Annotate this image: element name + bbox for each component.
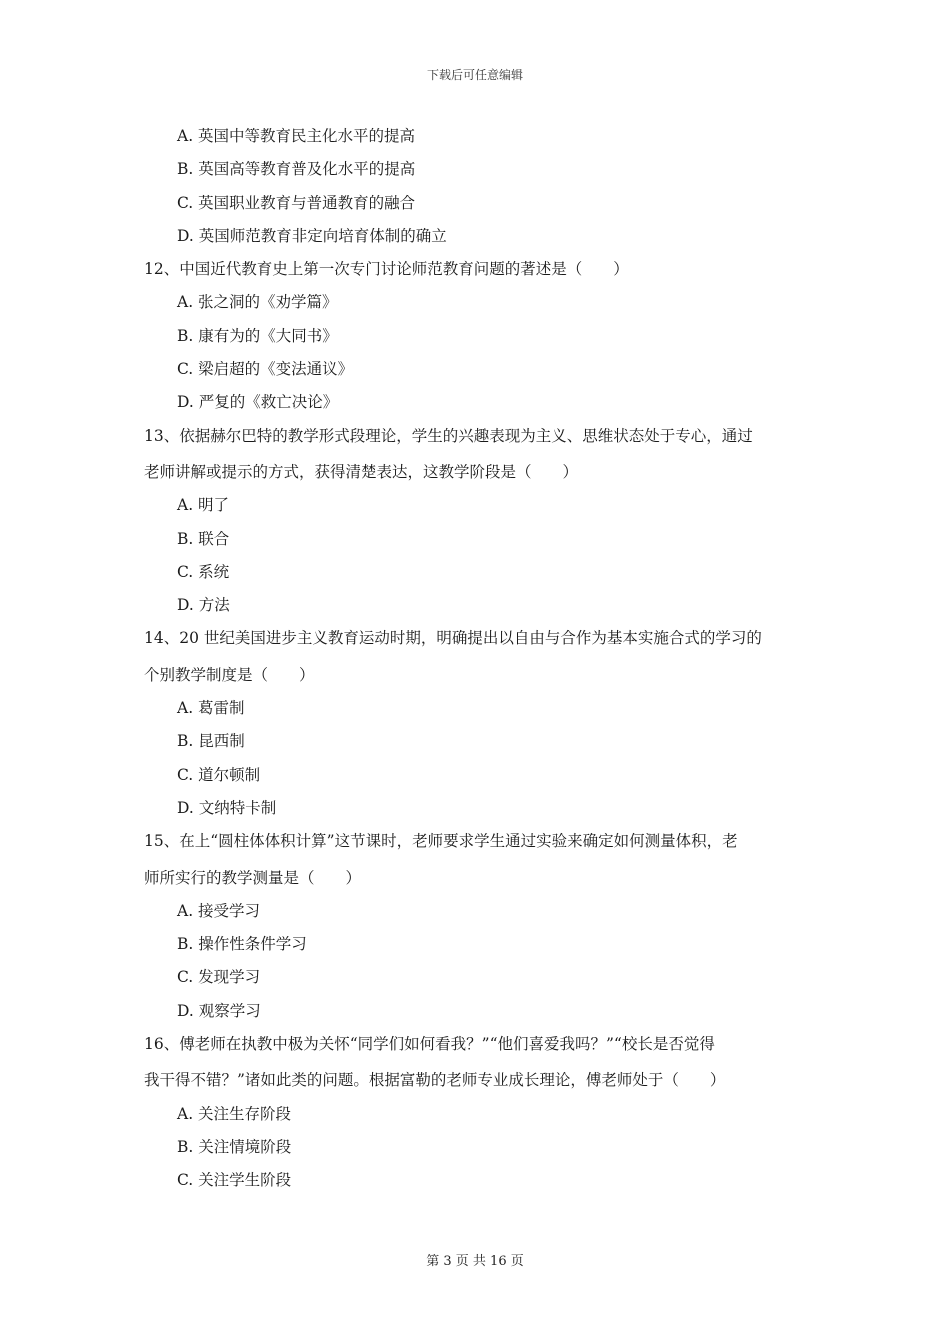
- question-16: [144, 1028, 810, 1197]
- option-a: A. 英国中等教育民主化水平的提高: [177, 127, 416, 145]
- question-text: 16、傅老师在执教中极为关怀“同学们如何看我？”“他们喜爱我吗？”“校长是否觉得: [144, 1035, 715, 1054]
- page-footer: 第 3 页 共 16 页: [426, 1254, 524, 1269]
- question-text-continued: 师所实行的教学测量是（ ）: [144, 868, 362, 887]
- question-text-continued: 老师讲解或提示的方式，获得清楚表达，这教学阶段是（ ）: [144, 462, 579, 481]
- question-11-options: [144, 120, 810, 253]
- option-c: C. 关注学生阶段: [177, 1171, 292, 1190]
- option-c: C. 英国职业教育与普通教育的融合: [177, 193, 416, 212]
- option-b: B. 英国高等教育普及化水平的提高: [177, 160, 416, 179]
- option-a: A. 接受学习: [177, 901, 261, 920]
- option-a: A. 张之洞的《劝学篇》: [177, 293, 338, 312]
- question-12: [144, 253, 810, 419]
- option-b: B. 关注情境阶段: [177, 1137, 292, 1156]
- question-text-continued: 个别教学制度是（ ）: [144, 665, 315, 684]
- option-a: A. 葛雷制: [177, 699, 245, 718]
- question-text: 13、依据赫尔巴特的教学形式段理论，学生的兴趣表现为主义、思维状态处于专心，通过: [144, 426, 753, 445]
- option-d: D. 观察学习: [177, 1001, 261, 1020]
- page-content: [144, 120, 810, 1198]
- option-d: D. 文纳特卡制: [177, 798, 277, 817]
- question-13: [144, 420, 810, 623]
- option-c: C. 发现学习: [177, 968, 261, 987]
- option-c: C. 梁启超的《变法通议》: [177, 360, 354, 379]
- option-b: B. 康有为的《大同书》: [177, 326, 338, 345]
- option-c: C. 系统: [177, 562, 230, 581]
- question-text: 14、20 世纪美国进步主义教育运动时期，明确提出以自由与合作为基本实施合式的学习的: [144, 629, 762, 648]
- option-c: C. 道尔顿制: [177, 765, 261, 784]
- question-15: [144, 825, 810, 1028]
- question-14: [144, 622, 810, 825]
- page-header: 下载后可任意编辑: [426, 68, 523, 82]
- option-d: D. 方法: [177, 596, 230, 615]
- option-b: B. 昆西制: [177, 732, 245, 751]
- option-b: B. 联合: [177, 529, 230, 548]
- option-b: B. 操作性条件学习: [177, 935, 307, 954]
- option-d: D. 英国师范教育非定向培育体制的确立: [177, 226, 447, 245]
- question-text: 15、在上“圆柱体体积计算”这节课时，老师要求学生通过实验来确定如何测量体积，老: [144, 832, 738, 851]
- option-d: D. 严复的《救亡决论》: [177, 393, 339, 412]
- option-a: A. 关注生存阶段: [177, 1104, 292, 1123]
- question-text-continued: 我干得不错？”诸如此类的问题。根据富勒的老师专业成长理论，傅老师处于（ ）: [144, 1071, 726, 1090]
- question-text: 12、中国近代教育史上第一次专门讨论师范教育问题的著述是（ ）: [144, 260, 629, 279]
- option-a: A. 明了: [177, 496, 230, 515]
